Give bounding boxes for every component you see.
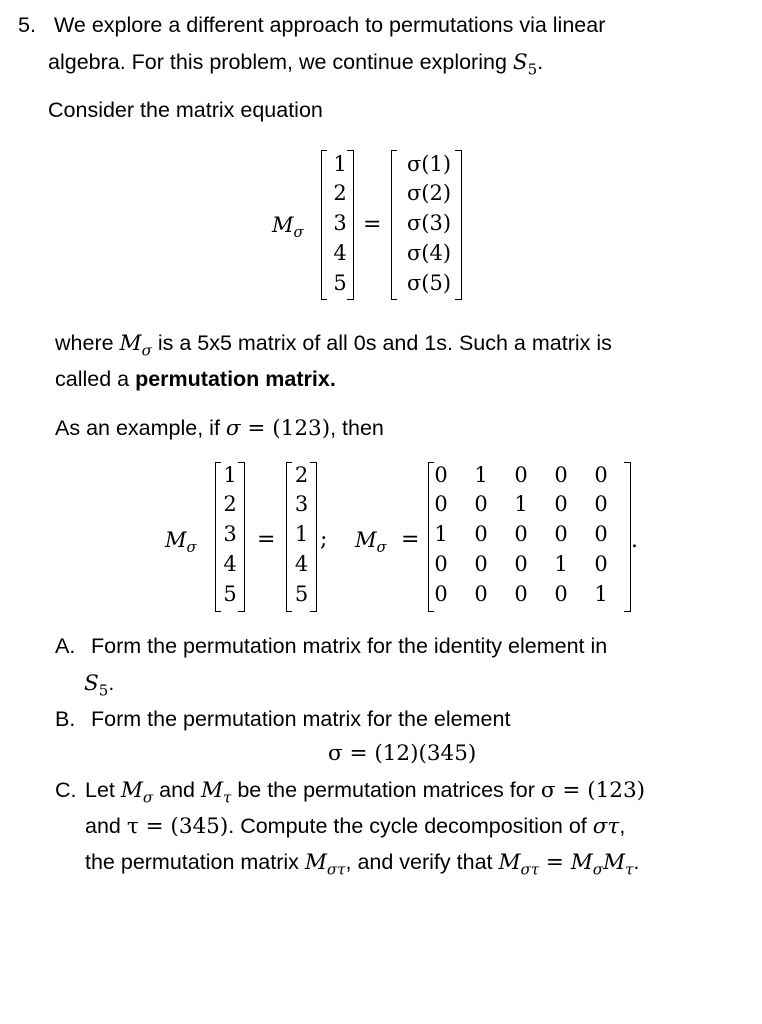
bracket-cap <box>310 462 316 463</box>
bracket-cap <box>428 611 434 612</box>
period: . <box>631 528 638 553</box>
matrix-entry: 0 <box>514 522 528 546</box>
vector-entry: 3 <box>294 492 309 516</box>
vector-entry: 5 <box>223 582 237 606</box>
vector-entry: 1 <box>294 522 309 546</box>
equals-sign: = <box>363 212 382 237</box>
intro-line-1: We explore a different approach to permutations via linear <box>54 13 606 37</box>
matrix-entry: 0 <box>434 582 448 606</box>
bracket-cap <box>624 611 630 612</box>
matrix-entry: 0 <box>554 522 568 546</box>
bracket-cap <box>238 611 244 612</box>
vector-entry: 4 <box>333 241 347 265</box>
matrix-entry: 0 <box>554 582 568 606</box>
bracket-cap <box>455 299 461 300</box>
bracket-cap <box>215 462 221 463</box>
vector-entry: σ(3) <box>406 211 452 235</box>
matrix-entry: 1 <box>554 552 568 576</box>
m-sigma-label: $M_\sigma$ <box>165 528 197 557</box>
bracket-cap <box>455 150 461 151</box>
matrix-entry: 1 <box>434 522 448 546</box>
part-b-text: Form the permutation matrix for the element <box>91 707 511 731</box>
matrix-entry: 0 <box>474 552 488 576</box>
matrix-entry: 0 <box>474 522 488 546</box>
vector-entry: 2 <box>223 492 237 516</box>
vector-entry: 4 <box>294 552 309 576</box>
equals-sign: = <box>257 527 276 552</box>
part-c-line-1: Let $M_\sigma$ and $M_\tau$ be the permutation matrices for σ = (123) <box>85 778 646 807</box>
vector-entry: 2 <box>333 181 347 205</box>
vector-entry: σ(4) <box>406 241 452 265</box>
bracket-cap <box>238 462 244 463</box>
vector-entry: 5 <box>294 582 309 606</box>
matrix-entry: 0 <box>514 463 528 487</box>
matrix-entry: 0 <box>554 463 568 487</box>
matrix-entry: 0 <box>514 552 528 576</box>
bracket-cap <box>624 462 630 463</box>
bracket-cap <box>321 299 327 300</box>
matrix-entry: 0 <box>594 492 608 516</box>
part-a-group: $S_5$. <box>84 671 115 700</box>
semicolon: ; <box>320 527 328 552</box>
matrix-entry: 0 <box>594 463 608 487</box>
matrix-entry: 0 <box>474 582 488 606</box>
vector-entry: σ(1) <box>406 152 452 176</box>
bracket-cap <box>286 611 292 612</box>
bracket-cap <box>391 150 397 151</box>
consider-line: Consider the matrix equation <box>48 98 323 122</box>
vector-entry: 3 <box>223 522 237 546</box>
part-b-equation: σ = (12)(345) <box>328 741 477 766</box>
bracket-cap <box>310 611 316 612</box>
part-c-label: C. <box>55 778 77 802</box>
matrix-entry: 0 <box>594 552 608 576</box>
bracket-cap <box>347 150 353 151</box>
where-line: where $M_\sigma$ is a 5x5 matrix of all 0s and 1s. Such a matrix is <box>55 331 612 360</box>
problem-number: 5. <box>18 13 36 37</box>
vector-entry: 3 <box>333 211 347 235</box>
vector-entry: 5 <box>333 271 347 295</box>
bracket-cap <box>286 462 292 463</box>
vector-entry: 1 <box>223 463 237 487</box>
matrix-entry: 0 <box>554 492 568 516</box>
matrix-entry: 0 <box>514 582 528 606</box>
bracket-cap <box>215 611 221 612</box>
part-c-line-3: the permutation matrix $M_{\sigma\tau}$, and verify that $M_{\sigma\tau} = M_\sigma M_\tau$. <box>85 850 640 879</box>
matrix-entry: 0 <box>474 492 488 516</box>
matrix-entry: 0 <box>434 492 448 516</box>
vector-entry: σ(5) <box>406 271 452 295</box>
part-a-text: Form the permutation matrix for the identity element in <box>91 634 608 658</box>
vector-entry: σ(2) <box>406 181 452 205</box>
example-line: As an example, if σ = (123), then <box>55 416 384 441</box>
part-a-label: A. <box>55 634 76 658</box>
bracket-cap <box>347 299 353 300</box>
bracket-right <box>624 462 631 612</box>
definition-line: called a permutation matrix. <box>55 367 336 391</box>
equals-sign: = <box>401 527 420 552</box>
bracket-cap <box>321 150 327 151</box>
vector-entry: 1 <box>333 152 347 176</box>
matrix-entry: 1 <box>474 463 488 487</box>
matrix-entry: 0 <box>434 552 448 576</box>
matrix-entry: 0 <box>594 522 608 546</box>
matrix-entry: 1 <box>594 582 608 606</box>
m-sigma-label: $M_\sigma$ <box>272 213 304 242</box>
m-sigma-label: $M_\sigma$ <box>355 528 387 557</box>
vector-entry: 2 <box>294 463 309 487</box>
bracket-cap <box>391 299 397 300</box>
matrix-entry: 1 <box>514 492 528 516</box>
part-b-label: B. <box>55 707 76 731</box>
bracket-cap <box>428 462 434 463</box>
matrix-entry: 0 <box>434 463 448 487</box>
vector-entry: 4 <box>223 552 237 576</box>
part-c-line-2: and τ = (345). Compute the cycle decomposition of στ, <box>85 814 626 839</box>
intro-line-2: algebra. For this problem, we continue exploring $S_5$. <box>48 50 544 79</box>
